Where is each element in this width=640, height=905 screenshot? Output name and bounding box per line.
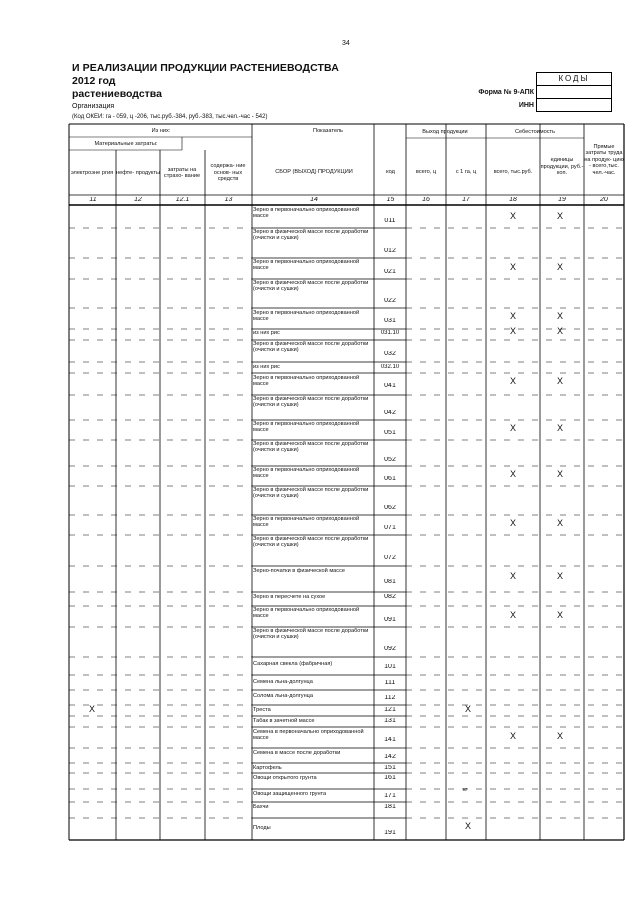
header-pokazatel: Показатель bbox=[313, 127, 343, 134]
col-number: 11 bbox=[89, 197, 97, 203]
row-code: 181 bbox=[384, 804, 396, 810]
x-mark: X bbox=[509, 423, 516, 433]
x-mark: X bbox=[556, 211, 563, 221]
row-label: Семена в первоначально оприходованной массе bbox=[253, 729, 364, 742]
row-code: 112 bbox=[384, 695, 396, 701]
header-neft: нефте- продукты bbox=[116, 169, 160, 176]
header-material: Материальные затраты: bbox=[94, 140, 158, 147]
col-number: 15 bbox=[386, 197, 395, 203]
col-number: 12.1 bbox=[175, 197, 190, 203]
row-code: 052 bbox=[384, 457, 396, 463]
row-label: Зерно в первоначально оприходованной массе bbox=[253, 207, 360, 220]
row-label: Овощи открытого грунта bbox=[253, 775, 317, 781]
row-label: Семена льна-долгунца bbox=[253, 679, 313, 685]
row-label: Зерно в первоначально оприходованной массе bbox=[253, 259, 360, 272]
x-mark: X bbox=[88, 704, 95, 714]
row-code: 082 bbox=[384, 594, 396, 600]
x-mark: X bbox=[509, 469, 516, 479]
row-label: Зерно в пересчете на сухое bbox=[253, 594, 326, 600]
row-code: 022 bbox=[384, 298, 396, 304]
x-mark: X bbox=[464, 704, 471, 714]
row-code: 072 bbox=[384, 555, 396, 561]
x-mark: X bbox=[556, 262, 563, 272]
row-code: 031.10 bbox=[380, 330, 400, 336]
row-code: 061 bbox=[384, 476, 396, 482]
row-code: 091 bbox=[384, 617, 396, 623]
row-label: Семена в массе после доработки bbox=[253, 750, 341, 756]
row-code: 101 bbox=[384, 664, 396, 670]
row-code: 012 bbox=[384, 248, 396, 254]
x-mark: X bbox=[509, 518, 516, 528]
row-code: 031 bbox=[384, 318, 396, 324]
x-mark: X bbox=[556, 571, 563, 581]
row-code: 191 bbox=[384, 830, 396, 836]
unit-kg: кг bbox=[463, 787, 468, 793]
row-label: из них рис bbox=[253, 364, 280, 370]
row-code: 121 bbox=[384, 707, 396, 713]
row-code: 062 bbox=[384, 505, 396, 511]
header-vsego-c: всего, ц bbox=[415, 168, 437, 175]
row-label: Плоды bbox=[253, 825, 271, 831]
col-number: 14 bbox=[310, 197, 318, 203]
x-mark: X bbox=[556, 376, 563, 386]
x-mark: X bbox=[556, 423, 563, 433]
row-label: Зерно в первоначально оприходованной массе bbox=[253, 421, 360, 434]
row-code: 141 bbox=[384, 737, 396, 743]
row-code: 041 bbox=[384, 383, 396, 389]
col-number: 13 bbox=[224, 197, 233, 203]
row-code: 071 bbox=[384, 525, 396, 531]
row-label: Табак в зачетной массе bbox=[253, 718, 315, 724]
x-mark: X bbox=[509, 326, 516, 336]
row-code: 092 bbox=[384, 646, 396, 652]
row-label: Зерно-початки в физической массе bbox=[253, 568, 345, 574]
row-label: Зерно в физической массе после доработки (очистки и сушки) bbox=[253, 280, 369, 293]
col-number: 20 bbox=[600, 197, 608, 203]
row-label: Зерно в первоначально оприходованной массе bbox=[253, 310, 360, 323]
row-label: Картофель bbox=[253, 765, 282, 771]
header-kod: код bbox=[386, 168, 395, 175]
header-pryamye: Прямые затраты труда на продук- цию - всего,тыс. чел.-час. bbox=[584, 143, 624, 176]
row-label: Зерно в физической массе после доработки (очистки и сушки) bbox=[253, 341, 369, 354]
row-label: Зерно в физической массе после доработки (очистки и сушки) bbox=[253, 396, 369, 409]
row-label: Бахчи bbox=[253, 804, 269, 810]
col-number: 17 bbox=[462, 197, 470, 203]
header-vsego-rub: всего, тыс.руб. bbox=[493, 168, 533, 175]
row-label: Треста bbox=[253, 707, 271, 713]
x-mark: X bbox=[509, 571, 516, 581]
row-label: Зерно в физической массе после доработки (очистки и сушки) bbox=[253, 487, 369, 500]
row-code: 142 bbox=[384, 754, 396, 760]
col-number: 19 bbox=[558, 197, 566, 203]
row-code: 171 bbox=[384, 793, 396, 799]
report-year: 2012 год bbox=[72, 75, 116, 87]
inn-label: ИНН bbox=[518, 102, 534, 109]
row-label: Зерно в физической массе после доработки (очистки и сушки) bbox=[253, 536, 369, 549]
x-mark: X bbox=[556, 326, 563, 336]
row-code: 161 bbox=[384, 775, 396, 781]
x-mark: X bbox=[464, 821, 471, 831]
row-label: Зерно в первоначально оприходованной массе bbox=[253, 467, 360, 480]
row-label: из них рис bbox=[253, 330, 280, 336]
header-electro: электроэне ргия bbox=[70, 169, 114, 176]
x-mark: X bbox=[556, 610, 563, 620]
header-vyhod: Выход продукции bbox=[422, 128, 468, 135]
header-s1ga: с 1 га, ц bbox=[455, 168, 477, 175]
header-iz-nih: Из них: bbox=[151, 127, 171, 134]
row-label: Солома льна-долгунца bbox=[253, 693, 313, 699]
row-code: 131 bbox=[384, 718, 396, 724]
row-code: 051 bbox=[384, 430, 396, 436]
header-soderzh: содержа- ние основ- ных средств bbox=[210, 163, 246, 183]
form-label: Форма № 9-АПК bbox=[478, 89, 534, 96]
row-code: 011 bbox=[384, 218, 396, 224]
x-mark: X bbox=[556, 469, 563, 479]
codes-header: КОДЫ bbox=[536, 72, 612, 86]
x-mark: X bbox=[509, 311, 516, 321]
row-code: 111 bbox=[384, 680, 396, 686]
x-mark: X bbox=[509, 731, 516, 741]
x-mark: X bbox=[556, 311, 563, 321]
header-sbor: СБОР (ВЫХОД) ПРОДУКЦИИ bbox=[275, 168, 353, 175]
row-code: 042 bbox=[384, 410, 396, 416]
header-strah: затраты на страхо- вание bbox=[163, 166, 201, 179]
col-number: 12 bbox=[134, 197, 142, 203]
x-mark: X bbox=[509, 376, 516, 386]
x-mark: X bbox=[509, 610, 516, 620]
row-label: Зерно в физической массе после доработки (очистки и сушки) bbox=[253, 229, 369, 242]
row-label: Сахарная свекла (фабричная) bbox=[253, 661, 333, 667]
organization-label: Организация bbox=[72, 103, 115, 110]
col-number: 18 bbox=[509, 197, 517, 203]
row-code: 151 bbox=[384, 765, 396, 771]
x-mark: X bbox=[556, 518, 563, 528]
header-sebest: Себестоимость bbox=[514, 128, 556, 135]
okei-note: (Код ОКЕИ: га - 059, ц -206, тыс.руб.-384, руб.-383, тыс.чел.-час - 542) bbox=[72, 114, 268, 120]
row-code: 032.10 bbox=[380, 364, 400, 370]
row-code: 081 bbox=[384, 579, 396, 585]
row-label: Зерно в физической массе после доработки (очистки и сушки) bbox=[253, 628, 369, 641]
row-label: Овощи защищенного грунта bbox=[253, 791, 327, 797]
header-edinicy: единицы продукции, руб.-коп. bbox=[540, 157, 584, 177]
report-title: И РЕАЛИЗАЦИИ ПРОДУКЦИИ РАСТЕНИЕВОДСТВА bbox=[72, 62, 339, 74]
row-label: Зерно в физической массе после доработки (очистки и сушки) bbox=[253, 441, 369, 454]
page-number: 34 bbox=[342, 40, 350, 47]
x-mark: X bbox=[509, 211, 516, 221]
report-subtitle: растениеводства bbox=[72, 88, 162, 100]
row-label: Зерно в первоначально оприходованной массе bbox=[253, 375, 360, 388]
col-number: 16 bbox=[422, 197, 430, 203]
x-mark: X bbox=[556, 731, 563, 741]
x-mark: X bbox=[509, 262, 516, 272]
row-label: Зерно в первоначально оприходованной массе bbox=[253, 607, 360, 620]
row-code: 021 bbox=[384, 269, 396, 275]
row-label: Зерно в первоначально оприходованной массе bbox=[253, 516, 360, 529]
row-code: 032 bbox=[384, 351, 396, 357]
